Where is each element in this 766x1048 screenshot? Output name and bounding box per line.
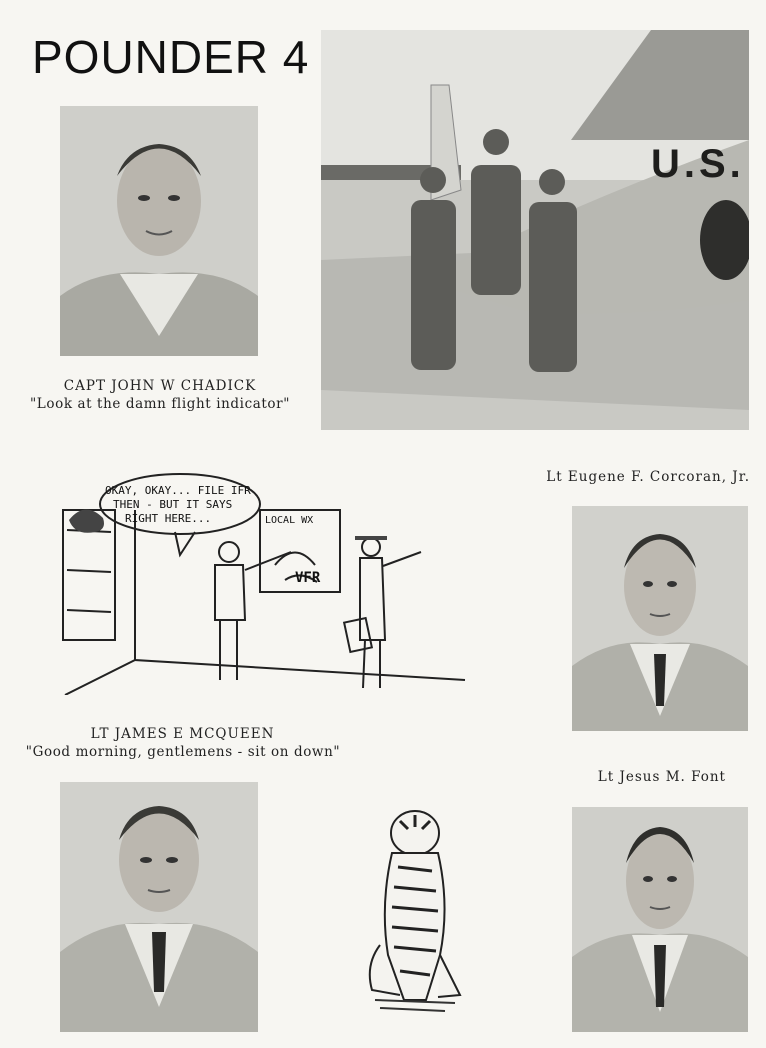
caption-chadick-name: CAPT JOHN W CHADICK xyxy=(63,378,257,394)
caption-corcoran-name: Lt Eugene F. Corcoran, Jr. xyxy=(546,469,750,485)
cartoon-board-title: LOCAL WX xyxy=(265,515,314,526)
cartoon-board-text: VFR xyxy=(295,570,321,586)
cartoon-speech-line3: RIGHT HERE... xyxy=(125,512,212,525)
tiger-mascot-graphic xyxy=(360,805,470,1015)
caption-mcqueen-name: LT JAMES E MCQUEEN xyxy=(90,726,275,742)
portrait-corcoran-graphic xyxy=(572,506,748,731)
cartoon-speech-line2: THEN - BUT IT SAYS xyxy=(113,498,233,511)
aircraft-tail-marking: U.S. xyxy=(651,142,745,186)
caption-chadick-quote: "Look at the damn flight indicator" xyxy=(29,396,291,412)
portrait-chadick-graphic xyxy=(60,106,258,356)
cartoon-illustration xyxy=(55,470,470,695)
aircraft-group-photo xyxy=(321,30,749,430)
portrait-font xyxy=(572,807,748,1032)
portrait-font-graphic xyxy=(572,807,748,1032)
page-title: POUNDER 4 xyxy=(32,31,310,83)
aircraft-group-graphic xyxy=(321,30,749,430)
portrait-mcqueen-graphic xyxy=(60,782,258,1032)
tiger-mascot-drawing xyxy=(360,805,470,1015)
caption-font-name: Lt Jesus M. Font xyxy=(597,769,726,785)
portrait-corcoran xyxy=(572,506,748,731)
caption-mcqueen-quote: "Good morning, gentlemens - sit on down" xyxy=(25,744,341,760)
cartoon-speech-line1: OKAY, OKAY... FILE IFR xyxy=(105,484,251,497)
portrait-chadick xyxy=(60,106,258,356)
portrait-mcqueen xyxy=(60,782,258,1032)
